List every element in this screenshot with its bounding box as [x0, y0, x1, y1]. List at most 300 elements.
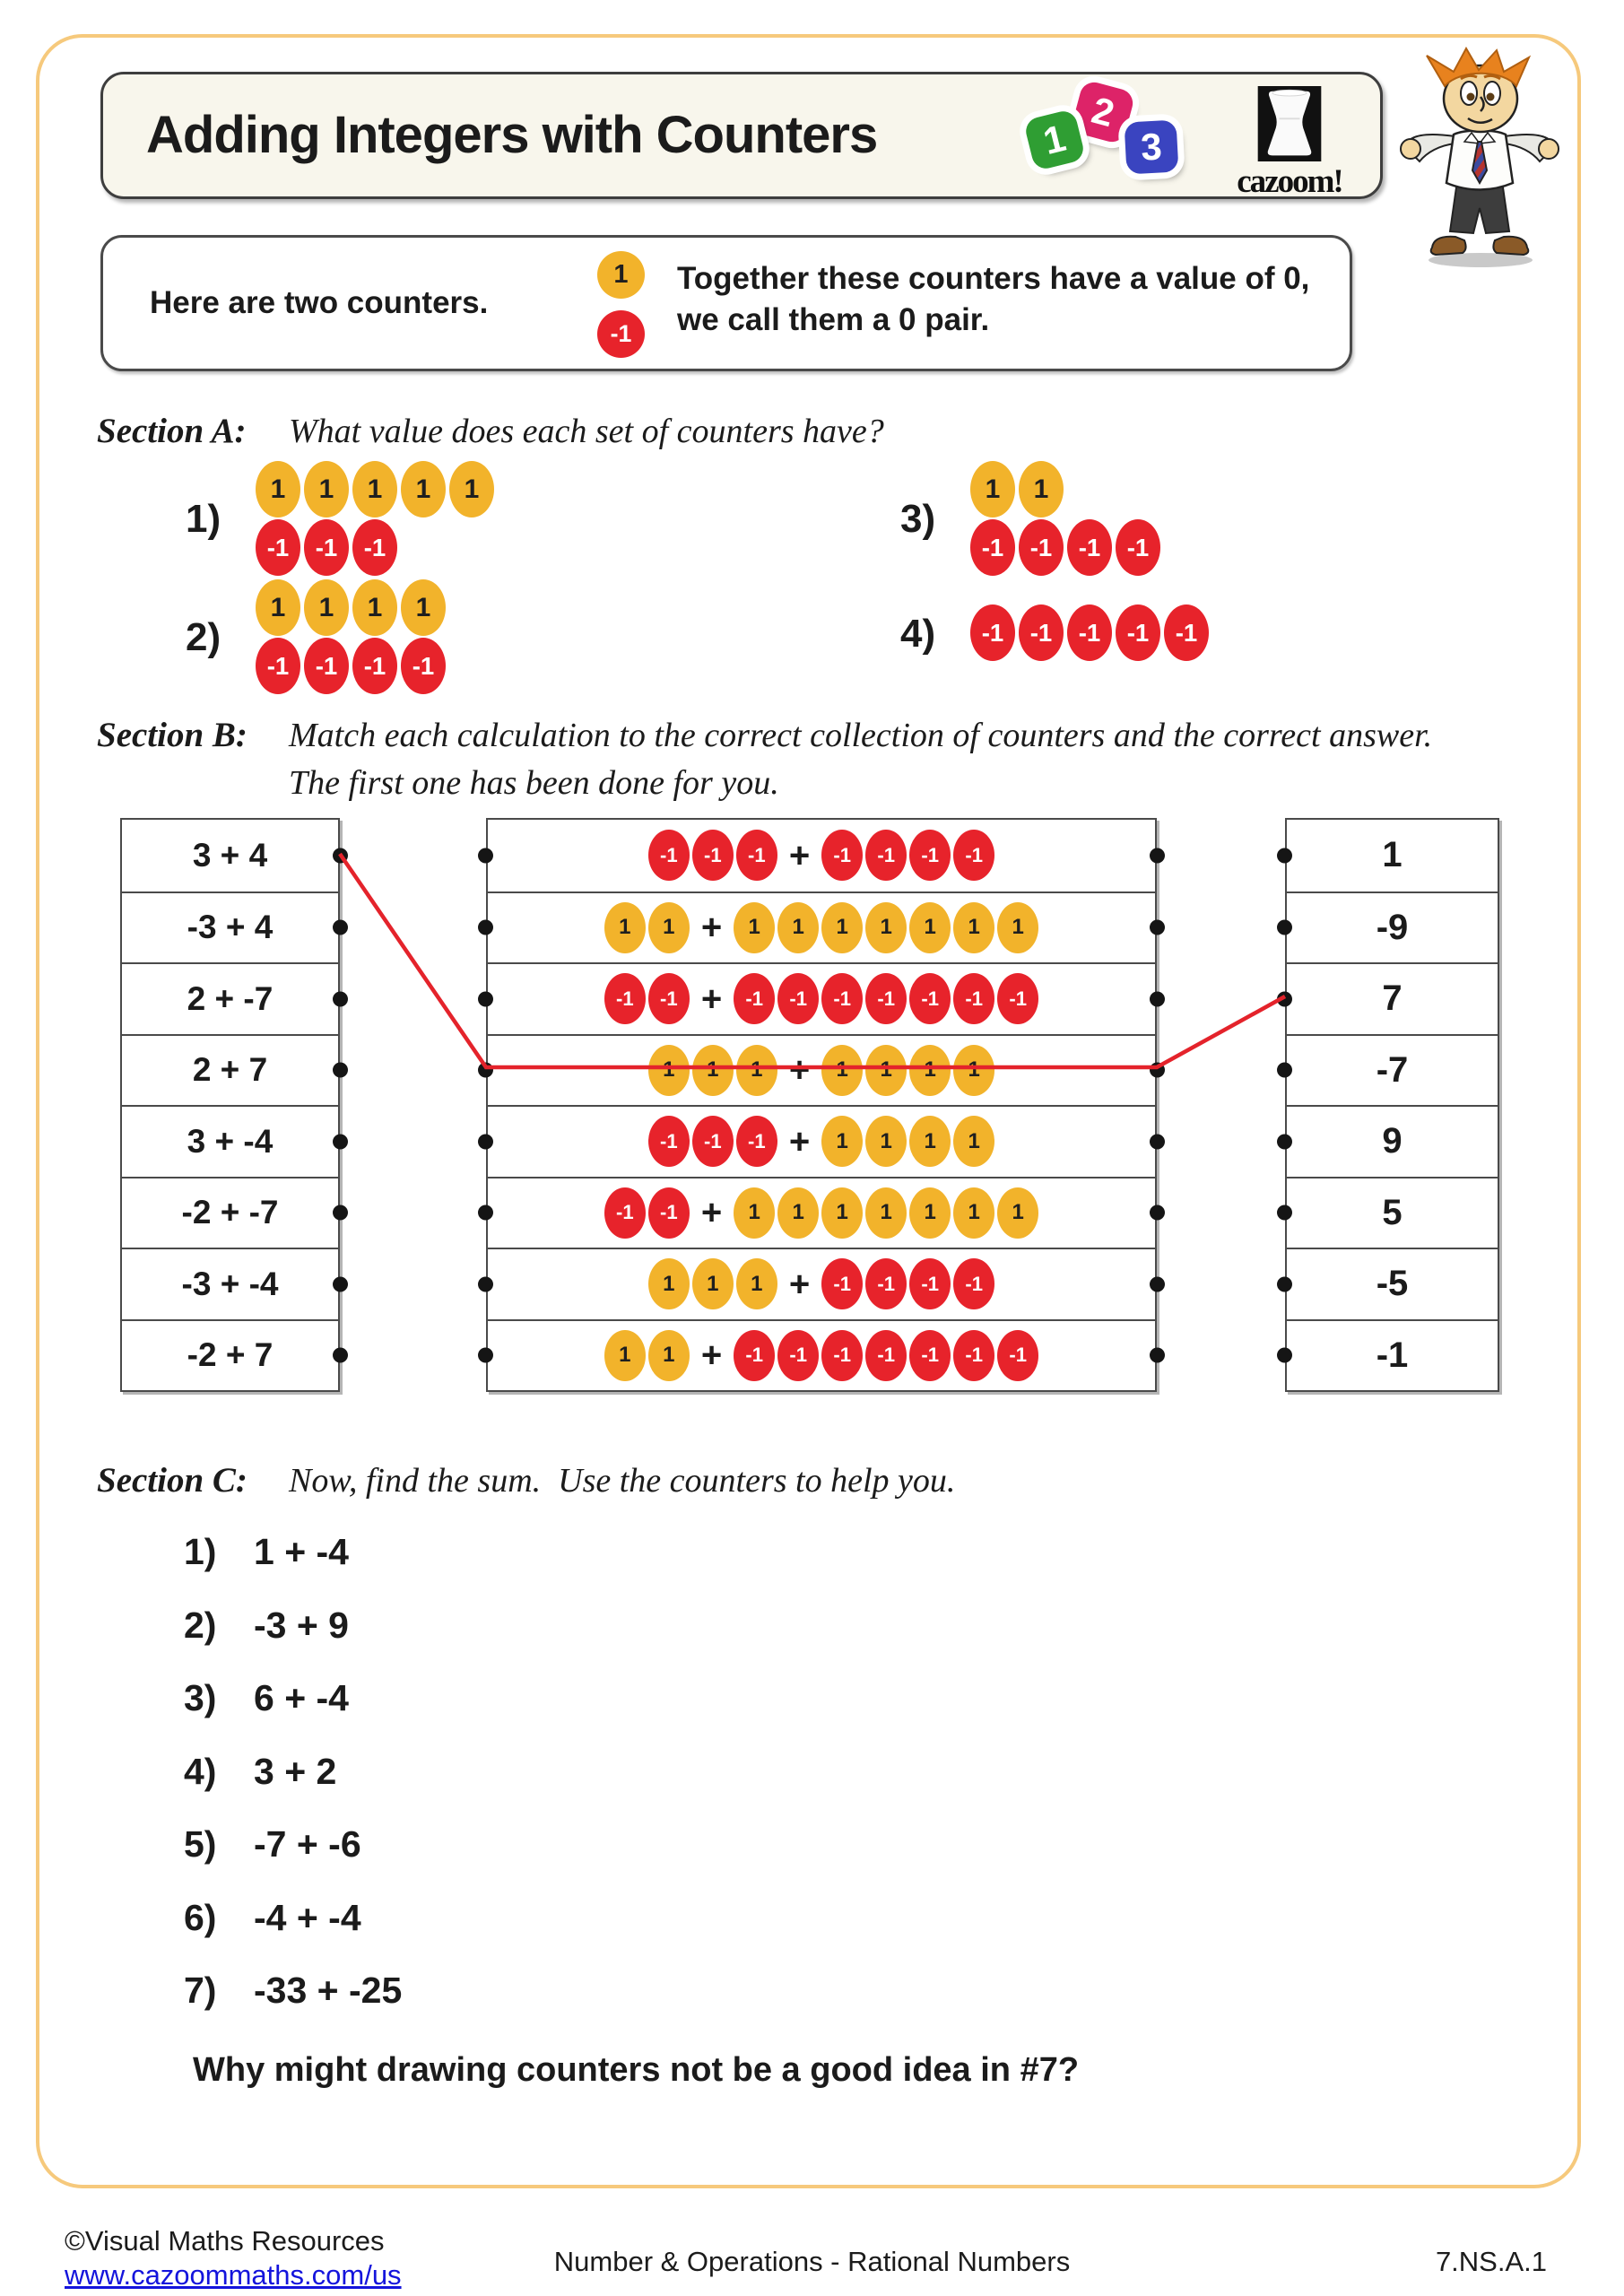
numbers-123-logo	[1027, 83, 1193, 191]
counter-value: 1	[619, 915, 631, 940]
calculation-text: 3 + -4	[187, 1122, 274, 1160]
answer-cell	[1287, 1248, 1498, 1319]
counter-value: -1	[745, 1344, 763, 1367]
positive-counter	[734, 902, 775, 953]
connector-dot	[478, 1063, 493, 1078]
positive-counter	[648, 1045, 690, 1096]
counter-value: -1	[877, 1272, 895, 1295]
counters-cell	[488, 1319, 1155, 1391]
connector-dot	[333, 848, 348, 863]
info-explanation	[677, 258, 1309, 341]
negative-counter	[736, 830, 777, 881]
counter-value: 1	[663, 1057, 675, 1083]
counter-value: -1	[789, 987, 807, 1010]
section-a-problem-1	[186, 461, 494, 576]
positive-counter	[648, 902, 690, 953]
counter-value: -1	[659, 843, 678, 866]
negative-counter	[953, 830, 994, 881]
answer-cell	[1287, 820, 1498, 891]
negative-counter	[953, 1330, 994, 1381]
connector-dot	[1277, 1348, 1292, 1363]
positive-counter	[909, 1045, 951, 1096]
negative-counter-value: -1	[610, 320, 632, 348]
footer-standard-code: 7.NS.A.1	[1435, 2246, 1547, 2277]
positive-counter	[401, 461, 446, 517]
counter-value: -1	[877, 843, 895, 866]
positive-counter	[909, 1187, 951, 1239]
negative-counter	[865, 1258, 907, 1309]
connector-dot	[1277, 1063, 1292, 1078]
negative-counter	[777, 1330, 819, 1381]
problem-label: 2)	[186, 615, 221, 659]
cazoom-wordmark: cazoom!	[1237, 163, 1342, 200]
counter-value: -1	[659, 1201, 678, 1224]
connector-dot	[1150, 991, 1165, 1006]
counter-value: 1	[880, 1128, 892, 1153]
connector-dot	[1150, 1134, 1165, 1149]
answer-cell	[1287, 1177, 1498, 1248]
counter-value: 1	[836, 915, 848, 940]
positive-counter	[970, 461, 1015, 517]
answer-cell	[1287, 1319, 1498, 1391]
counter-value: -1	[921, 1344, 939, 1367]
negative-counter	[692, 1116, 734, 1167]
drum-icon	[1257, 86, 1322, 161]
logo-tile-3-number: 3	[1140, 125, 1163, 169]
counter-group	[648, 830, 777, 881]
counter-value: 1	[748, 915, 760, 940]
counter-value: 1	[751, 1271, 763, 1296]
negative-counter	[970, 604, 1015, 661]
counter-value: -1	[833, 1272, 851, 1295]
negative-counter	[970, 519, 1015, 576]
negative-counter	[909, 973, 951, 1024]
counter-value: 1	[415, 474, 431, 504]
positive-counter	[648, 1330, 690, 1381]
connector-dot	[333, 991, 348, 1006]
plus-sign: +	[788, 1264, 811, 1304]
positive-counter-value: 1	[613, 260, 629, 289]
connector-dot	[333, 1205, 348, 1221]
footer-website-link[interactable]: www.cazoommaths.com/us	[65, 2259, 402, 2291]
positive-counter	[449, 461, 494, 517]
counter-value: 1	[880, 915, 892, 940]
counter-value: -1	[833, 1344, 851, 1367]
negative-counter	[777, 973, 819, 1024]
counter-set	[256, 461, 494, 576]
title-box	[100, 72, 1383, 199]
negative-counter	[352, 519, 397, 576]
connector-dot	[478, 1205, 493, 1221]
counter-value: 1	[836, 1200, 848, 1225]
answer-text: -5	[1376, 1264, 1409, 1304]
problem-expression: 1 + -4	[254, 1531, 349, 1572]
positive-counter	[734, 1187, 775, 1239]
negative-counter	[692, 830, 734, 881]
negative-counter	[604, 973, 646, 1024]
counter-value: -1	[412, 651, 435, 680]
counter-value: 1	[707, 1057, 719, 1083]
negative-counter	[953, 1258, 994, 1309]
counter-value: -1	[1175, 618, 1198, 647]
negative-counter	[821, 830, 863, 881]
counter-value: -1	[1009, 987, 1027, 1010]
calculation-text: -2 + 7	[187, 1336, 274, 1374]
counter-value: 1	[1033, 474, 1049, 504]
negative-counter	[1116, 604, 1160, 661]
answer-cell	[1287, 891, 1498, 963]
positive-counter	[597, 251, 645, 299]
counter-expression	[648, 1258, 994, 1309]
counter-value: -1	[921, 843, 939, 866]
counter-value: -1	[1078, 618, 1101, 647]
calculation-cell	[122, 1248, 338, 1319]
problem-label: 6)	[184, 1896, 217, 1938]
section-c-instruction: Now, find the sum. Use the counters to help you.	[289, 1462, 956, 1500]
section-a-problem-3	[900, 461, 1160, 576]
calculation-text: -2 + -7	[181, 1194, 279, 1231]
section-c-problem	[184, 1603, 349, 1648]
counter-group	[821, 1116, 994, 1167]
plus-sign: +	[788, 835, 811, 875]
counter-group	[604, 973, 690, 1024]
positive-counter	[821, 1045, 863, 1096]
problem-expression: 6 + -4	[254, 1677, 349, 1718]
negative-counter	[865, 973, 907, 1024]
section-a-label: Section A:	[97, 412, 247, 450]
plus-sign: +	[788, 1121, 811, 1161]
counter-row	[256, 638, 446, 694]
counter-group	[648, 1045, 777, 1096]
counter-value: 1	[792, 1200, 804, 1225]
positive-counter	[821, 902, 863, 953]
counter-group	[821, 830, 994, 881]
connector-dot	[1277, 1205, 1292, 1221]
problem-label: 1)	[184, 1531, 217, 1572]
counter-value: 1	[707, 1271, 719, 1296]
negative-counter	[401, 638, 446, 694]
connector-dot	[1150, 1348, 1165, 1363]
counter-value: -1	[363, 651, 386, 680]
counter-value: -1	[266, 533, 290, 561]
counter-value: -1	[877, 987, 895, 1010]
problem-expression: -3 + 9	[254, 1604, 349, 1646]
counter-value: 1	[968, 1200, 980, 1225]
positive-counter	[256, 579, 300, 636]
counter-value: -1	[703, 1129, 722, 1152]
positive-counter	[865, 902, 907, 953]
counter-set	[970, 461, 1160, 576]
positive-counter	[953, 1187, 994, 1239]
negative-counter	[734, 1330, 775, 1381]
negative-counter	[256, 519, 300, 576]
counter-value: 1	[880, 1200, 892, 1225]
connector-dot	[478, 991, 493, 1006]
calculation-cell	[122, 962, 338, 1034]
counter-value: -1	[703, 843, 722, 866]
negative-counter	[1164, 604, 1209, 661]
section-b-label: Section B:	[97, 716, 248, 754]
counter-group	[734, 902, 1038, 953]
section-b-instruction-line1: Match each calculation to the correct collection of counters and the correct answer.	[289, 717, 1433, 754]
positive-counter	[692, 1045, 734, 1096]
connector-dot	[1150, 920, 1165, 935]
counter-value: -1	[615, 987, 634, 1010]
counter-value: 1	[968, 1057, 980, 1083]
positive-counter	[865, 1187, 907, 1239]
positive-counter	[953, 902, 994, 953]
negative-counter	[648, 830, 690, 881]
connector-dot	[1277, 991, 1292, 1006]
connector-dot	[333, 1348, 348, 1363]
counter-value: -1	[965, 1272, 983, 1295]
positive-counter	[648, 1258, 690, 1309]
calculation-cell	[122, 1319, 338, 1391]
connector-dot	[333, 1063, 348, 1078]
counter-value: -1	[1009, 1344, 1027, 1367]
positive-counter	[777, 1187, 819, 1239]
counter-value: -1	[965, 843, 983, 866]
counter-value: 1	[367, 474, 383, 504]
positive-counter	[736, 1258, 777, 1309]
counter-value: 1	[619, 1343, 631, 1368]
counter-value: -1	[747, 843, 766, 866]
counter-value: 1	[880, 1057, 892, 1083]
info-explanation-line2: we call them a 0 pair.	[677, 302, 990, 337]
problem-label: 4)	[184, 1750, 217, 1792]
section-c-problem	[184, 1895, 361, 1940]
calculation-cell	[122, 1105, 338, 1177]
counter-value: -1	[789, 1344, 807, 1367]
counter-value: -1	[659, 1129, 678, 1152]
section-b-instruction-line2: The first one has been done for you.	[289, 764, 779, 802]
counter-value: -1	[921, 1272, 939, 1295]
positive-counter	[1019, 461, 1064, 517]
negative-counter	[953, 973, 994, 1024]
counter-value: -1	[315, 533, 338, 561]
section-c-problem	[184, 1822, 361, 1866]
counter-group	[821, 1258, 994, 1309]
logo-tile-3-icon	[1125, 120, 1179, 175]
counter-value: -1	[266, 651, 290, 680]
positive-counter	[401, 579, 446, 636]
negative-counter	[909, 1330, 951, 1381]
calculation-cell	[122, 1034, 338, 1106]
positive-counter	[692, 1258, 734, 1309]
negative-counter	[736, 1116, 777, 1167]
positive-counter	[997, 1187, 1038, 1239]
counter-value: 1	[924, 1200, 936, 1225]
positive-counter	[604, 902, 646, 953]
logo-tile-1-number: 1	[1038, 116, 1070, 163]
connector-dot	[478, 1348, 493, 1363]
section-c-heading	[97, 1460, 955, 1500]
counter-value: -1	[615, 1201, 634, 1224]
negative-counter	[865, 830, 907, 881]
negative-counter	[648, 973, 690, 1024]
calculation-text: 2 + 7	[192, 1051, 268, 1089]
problem-expression: -4 + -4	[254, 1896, 361, 1938]
connector-dot	[478, 848, 493, 863]
counters-column	[486, 818, 1157, 1392]
counter-value: -1	[965, 1344, 983, 1367]
connector-dot	[1150, 1063, 1165, 1078]
counter-value: 1	[836, 1128, 848, 1153]
negative-counter	[304, 638, 349, 694]
positive-counter	[821, 1116, 863, 1167]
plus-sign: +	[700, 908, 723, 948]
answer-cell	[1287, 962, 1498, 1034]
problem-label: 2)	[184, 1604, 217, 1646]
counter-value: -1	[1126, 618, 1150, 647]
section-a-heading	[97, 411, 884, 451]
negative-counter	[604, 1187, 646, 1239]
counter-value: 1	[270, 474, 286, 504]
counter-group	[648, 1116, 777, 1167]
problem-label: 5)	[184, 1823, 217, 1865]
answer-text: 7	[1382, 978, 1403, 1019]
section-b-heading	[97, 715, 1432, 755]
counter-set	[256, 579, 446, 694]
mascot-illustration	[1385, 47, 1574, 271]
negative-counter	[997, 973, 1038, 1024]
problem-label: 3)	[900, 497, 936, 541]
counter-value: 1	[836, 1057, 848, 1083]
connector-dot	[1150, 1205, 1165, 1221]
section-a-problem-4	[900, 604, 1209, 661]
calculation-cell	[122, 820, 338, 891]
negative-counter	[909, 1258, 951, 1309]
positive-counter	[821, 1187, 863, 1239]
counter-value: -1	[981, 618, 1004, 647]
counter-expression	[648, 830, 994, 881]
connector-dot	[1277, 848, 1292, 863]
counter-set	[970, 604, 1209, 661]
answer-text: 1	[1382, 835, 1403, 875]
connector-dot	[1277, 1134, 1292, 1149]
negative-counter	[1067, 519, 1112, 576]
connector-dot	[333, 920, 348, 935]
counter-value: -1	[745, 987, 763, 1010]
calculation-text: 2 + -7	[187, 979, 274, 1017]
section-a-problem-2	[186, 579, 446, 694]
positive-counter	[953, 1116, 994, 1167]
counter-expression	[648, 1045, 994, 1096]
counter-group	[604, 1187, 690, 1239]
counter-value: 1	[663, 1343, 675, 1368]
plus-sign: +	[700, 1335, 723, 1376]
counters-cell	[488, 891, 1155, 963]
counter-group	[734, 1187, 1038, 1239]
calculation-text: -3 + 4	[187, 909, 274, 946]
calculation-text: -3 + -4	[181, 1265, 279, 1302]
counter-value: -1	[877, 1344, 895, 1367]
counter-value: -1	[1078, 533, 1101, 561]
negative-counter	[865, 1330, 907, 1381]
counter-value: -1	[921, 987, 939, 1010]
section-c-problem	[184, 1749, 336, 1794]
connector-dot	[478, 1134, 493, 1149]
counter-value: -1	[659, 987, 678, 1010]
calculations-column	[120, 818, 340, 1392]
connector-dot	[333, 1134, 348, 1149]
counter-row	[256, 461, 494, 517]
problem-label: 1)	[186, 497, 221, 541]
negative-counter	[997, 1330, 1038, 1381]
section-c-problem	[184, 1675, 349, 1720]
counters-cell	[488, 1248, 1155, 1319]
negative-counter	[821, 973, 863, 1024]
counters-cell	[488, 820, 1155, 891]
connector-dot	[1277, 1276, 1292, 1292]
counter-group	[734, 973, 1038, 1024]
positive-counter	[736, 1045, 777, 1096]
answers-column	[1285, 818, 1499, 1392]
positive-counter	[352, 461, 397, 517]
counter-value: 1	[415, 592, 431, 622]
counter-value: 1	[968, 915, 980, 940]
connector-dot	[1150, 1276, 1165, 1292]
footer-copyright: ©Visual Maths Resources	[65, 2225, 385, 2257]
negative-counter	[1019, 519, 1064, 576]
counter-group	[604, 1330, 690, 1381]
counter-value: 1	[464, 474, 480, 504]
counter-value: -1	[1126, 533, 1150, 561]
counter-group	[821, 1045, 994, 1096]
plus-sign: +	[700, 1193, 723, 1233]
counter-value: 1	[792, 915, 804, 940]
page-title: Adding Integers with Counters	[146, 106, 878, 164]
answer-text: -9	[1376, 907, 1409, 947]
counter-value: 1	[318, 474, 334, 504]
section-c-problem	[184, 1968, 402, 2013]
counter-row	[970, 604, 1209, 661]
counter-value: 1	[751, 1057, 763, 1083]
counter-value: 1	[367, 592, 383, 622]
section-a-instruction: What value does each set of counters have?	[289, 413, 884, 450]
problem-expression: 3 + 2	[254, 1750, 337, 1792]
counter-row	[970, 519, 1160, 576]
info-left-text: Here are two counters.	[150, 285, 489, 320]
negative-counter	[1067, 604, 1112, 661]
calculation-cell	[122, 1177, 338, 1248]
negative-counter	[909, 830, 951, 881]
footer-topic: Number & Operations - Rational Numbers	[553, 2246, 1071, 2277]
connector-dot	[333, 1276, 348, 1292]
counter-value: 1	[318, 592, 334, 622]
info-box	[100, 235, 1352, 371]
problem-label: 4)	[900, 612, 936, 656]
negative-counter	[821, 1258, 863, 1309]
counter-row	[970, 461, 1160, 517]
positive-counter	[352, 579, 397, 636]
positive-counter	[865, 1045, 907, 1096]
connector-dot	[1277, 920, 1292, 935]
positive-counter	[604, 1330, 646, 1381]
section-c-problem	[184, 1529, 349, 1574]
negative-counter	[648, 1187, 690, 1239]
connector-dot	[1150, 848, 1165, 863]
logo-tile-2-number: 2	[1087, 88, 1119, 135]
counter-value: -1	[833, 987, 851, 1010]
negative-counter	[734, 973, 775, 1024]
positive-counter	[997, 902, 1038, 953]
section-c-question: Why might drawing counters not be a good idea in #7?	[193, 2051, 1080, 2089]
counter-expression	[604, 973, 1038, 1024]
counter-group	[734, 1330, 1038, 1381]
answer-cell	[1287, 1034, 1498, 1106]
counter-value: 1	[924, 1057, 936, 1083]
